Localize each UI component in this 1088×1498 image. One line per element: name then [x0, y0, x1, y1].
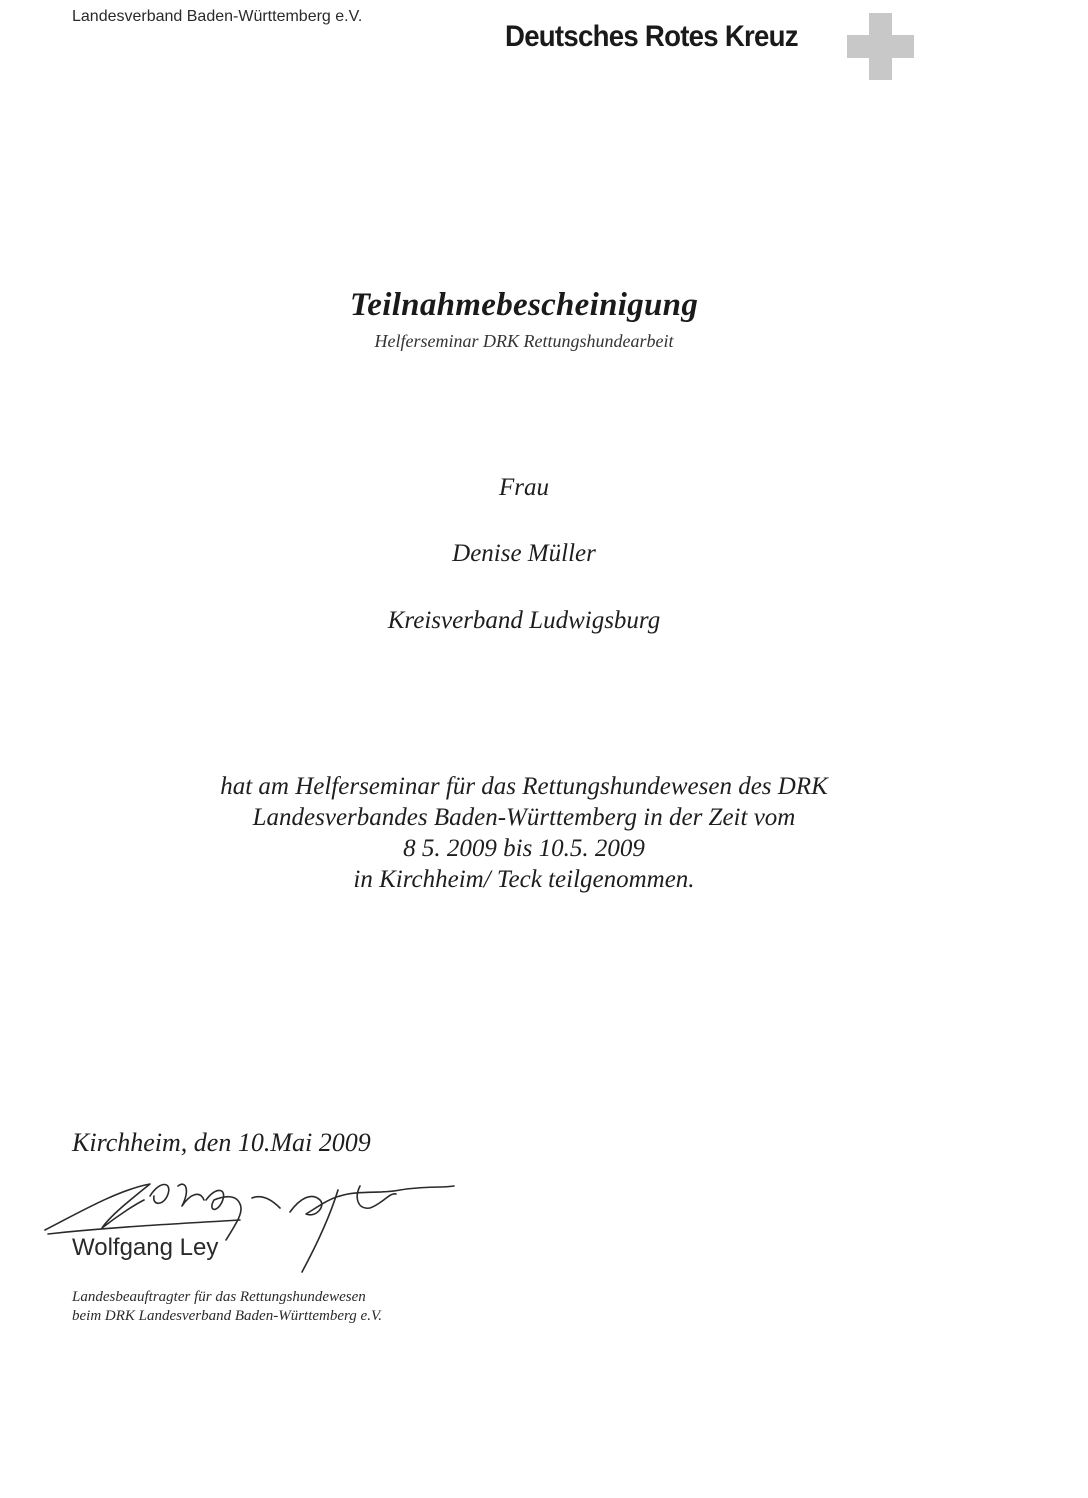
body-line: Landesverbandes Baden-Württemberg in der Zeit vom: [252, 804, 796, 831]
body-line: hat am Helferseminar für das Rettungshundewesen des DRK: [220, 773, 828, 800]
brand-name: Deutsches Rotes Kreuz: [505, 20, 798, 53]
place-date: Kirchheim, den 10.Mai 2009: [72, 1128, 371, 1157]
body-line: 8 5. 2009 bis 10.5. 2009: [403, 835, 645, 862]
signer-role-line: Landesbeauftragter für das Rettungshundewesen: [72, 1289, 366, 1305]
org-header: Landesverband Baden-Württemberg e.V.: [72, 8, 363, 25]
certificate-body: [0, 771, 1048, 895]
body-line: in Kirchheim/ Teck teilgenommen.: [353, 866, 695, 893]
signer-role: [72, 1288, 382, 1326]
red-cross-logo-icon: [847, 13, 914, 80]
participant-unit: Kreisverband Ludwigsburg: [387, 607, 661, 634]
certificate-subtitle: Helferseminar DRK Rettungshundearbeit: [374, 331, 674, 351]
certificate-title: Teilnahmebescheinigung: [349, 287, 699, 323]
signer-name: Wolfgang Ley: [72, 1234, 219, 1261]
signer-role-line: beim DRK Landesverband Baden-Württemberg e.V.: [72, 1308, 382, 1324]
participant-name: Denise Müller: [452, 540, 596, 567]
salutation: Frau: [499, 474, 549, 501]
